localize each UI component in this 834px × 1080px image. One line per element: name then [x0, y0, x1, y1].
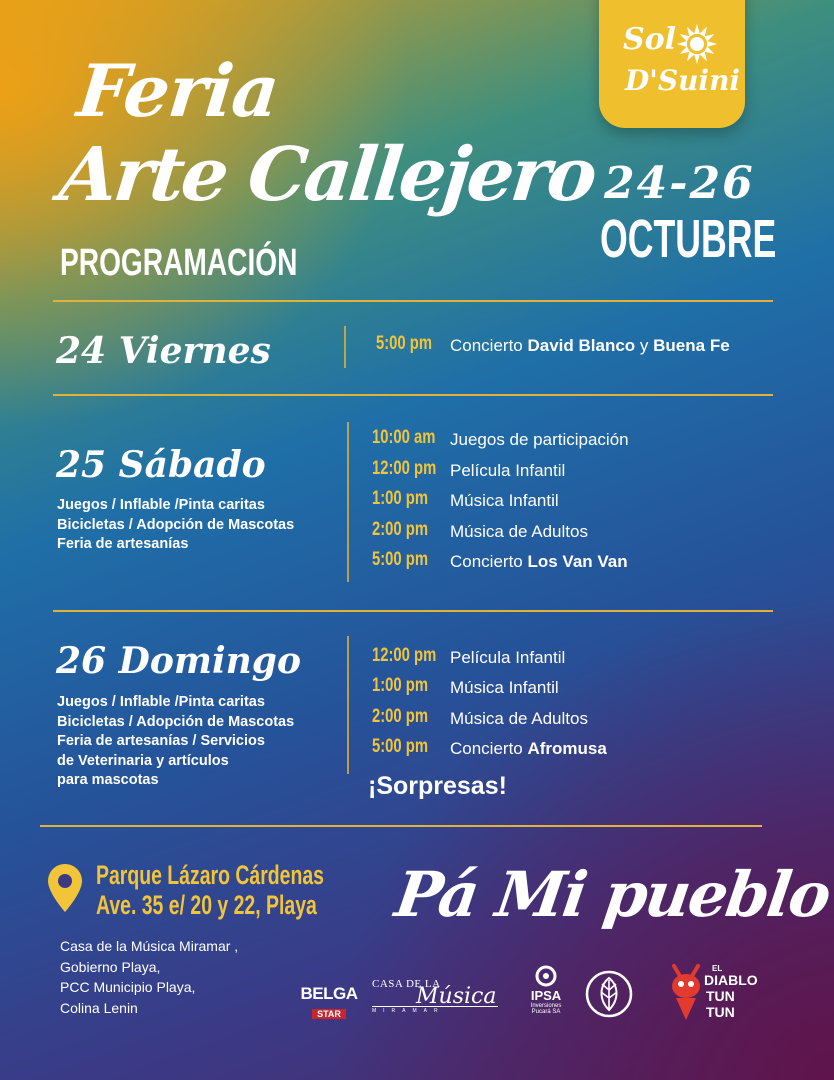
event-month: OCTUBRE — [600, 209, 777, 269]
extra-item: para mascotas — [57, 772, 159, 788]
event-activity: Música Infantil — [450, 491, 559, 510]
extra-item: Feria de artesanías — [57, 536, 189, 552]
location-line1: Parque Lázaro Cárdenas — [96, 860, 324, 890]
event-activity: Música Infantil — [450, 678, 559, 697]
organizer: PCC Municipio Playa, — [60, 979, 196, 995]
day-extras — [57, 496, 294, 555]
event-time: 12:00 pm — [372, 645, 437, 666]
event-activity: Juegos de participación — [450, 430, 629, 449]
casa-de-la-musica-logo: CASA DE LA Música MIRAMAR — [372, 978, 497, 1014]
extra-item: Juegos / Inflable /Pinta caritas — [57, 694, 265, 710]
event-time: 2:00 pm — [372, 706, 429, 727]
sol-dsuini-badge — [599, 0, 745, 128]
ipsa-mark-icon — [534, 964, 558, 988]
subtitle: PROGRAMACIÓN — [60, 242, 298, 284]
event-time: 2:00 pm — [372, 519, 429, 540]
event-time: 5:00 pm — [372, 736, 429, 757]
event-activity: Música de Adultos — [450, 709, 588, 728]
title-line2: Arte Callejero — [55, 132, 599, 218]
organizer: Gobierno Playa, — [60, 958, 161, 975]
el-diablo-tun-tun-logo: EL DIABLO TUN TUN — [656, 958, 766, 1024]
badge-line2: D'Suini — [625, 64, 741, 97]
day-title: 26 Domingo — [56, 640, 301, 682]
event-activity: Película Infantil — [450, 648, 566, 667]
day-title: 25 Sábado — [56, 444, 266, 486]
divider — [53, 300, 773, 302]
column-divider — [344, 326, 346, 368]
event-time: 5:00 pm — [376, 333, 433, 354]
sun-icon — [675, 22, 719, 66]
event-time: 5:00 pm — [372, 549, 429, 570]
event-activity: Película Infantil — [450, 461, 566, 480]
event-activity: Concierto Los Van Van — [450, 552, 628, 571]
divider — [53, 610, 773, 612]
day-title: 24 Viernes — [56, 330, 271, 372]
event-time: 10:00 am — [372, 427, 436, 448]
extra-item: Feria de artesanías / Servicios — [57, 733, 265, 749]
location-line2: Ave. 35 e/ 20 y 22, Playa — [96, 890, 317, 920]
belga-star-logo: BELGA STAR — [300, 984, 358, 1019]
event-activity: Concierto Afromusa — [450, 739, 607, 758]
extra-item: Juegos / Inflable /Pinta caritas — [57, 497, 265, 513]
organizer: Colina Lenin — [60, 999, 138, 1016]
devil-icon — [666, 962, 706, 1022]
event-time: 1:00 pm — [372, 488, 429, 509]
divider — [40, 825, 762, 827]
organizers-list — [60, 936, 238, 1018]
event-time: 1:00 pm — [372, 675, 429, 696]
extra-item: Bicicletas / Adopción de Mascotas — [57, 516, 295, 533]
leaf-emblem-icon — [585, 970, 633, 1018]
organizer: Casa de la Música Miramar , — [60, 938, 239, 954]
divider — [53, 394, 773, 396]
event-activity: Concierto David Blanco y Buena Fe — [450, 336, 730, 355]
event-time: 12:00 pm — [372, 458, 437, 479]
extra-item: Bicicletas / Adopción de Mascotas — [57, 713, 295, 730]
badge-line1: Sol — [623, 22, 677, 57]
ipsa-logo: IPSA Inversiones Pucará SA — [524, 964, 568, 1015]
title-line1: Feria — [73, 48, 283, 133]
column-divider — [347, 422, 349, 582]
day-extras — [57, 693, 294, 791]
map-pin-icon — [48, 864, 82, 912]
event-activity: Música de Adultos — [450, 522, 588, 541]
event-dates: 24-26 — [604, 158, 755, 209]
extra-item: de Veterinaria y artículos — [57, 752, 229, 769]
surprise-note: ¡Sorpresas! — [368, 772, 507, 800]
slogan: Pá Mi pueblo — [390, 858, 834, 931]
column-divider — [347, 636, 349, 774]
